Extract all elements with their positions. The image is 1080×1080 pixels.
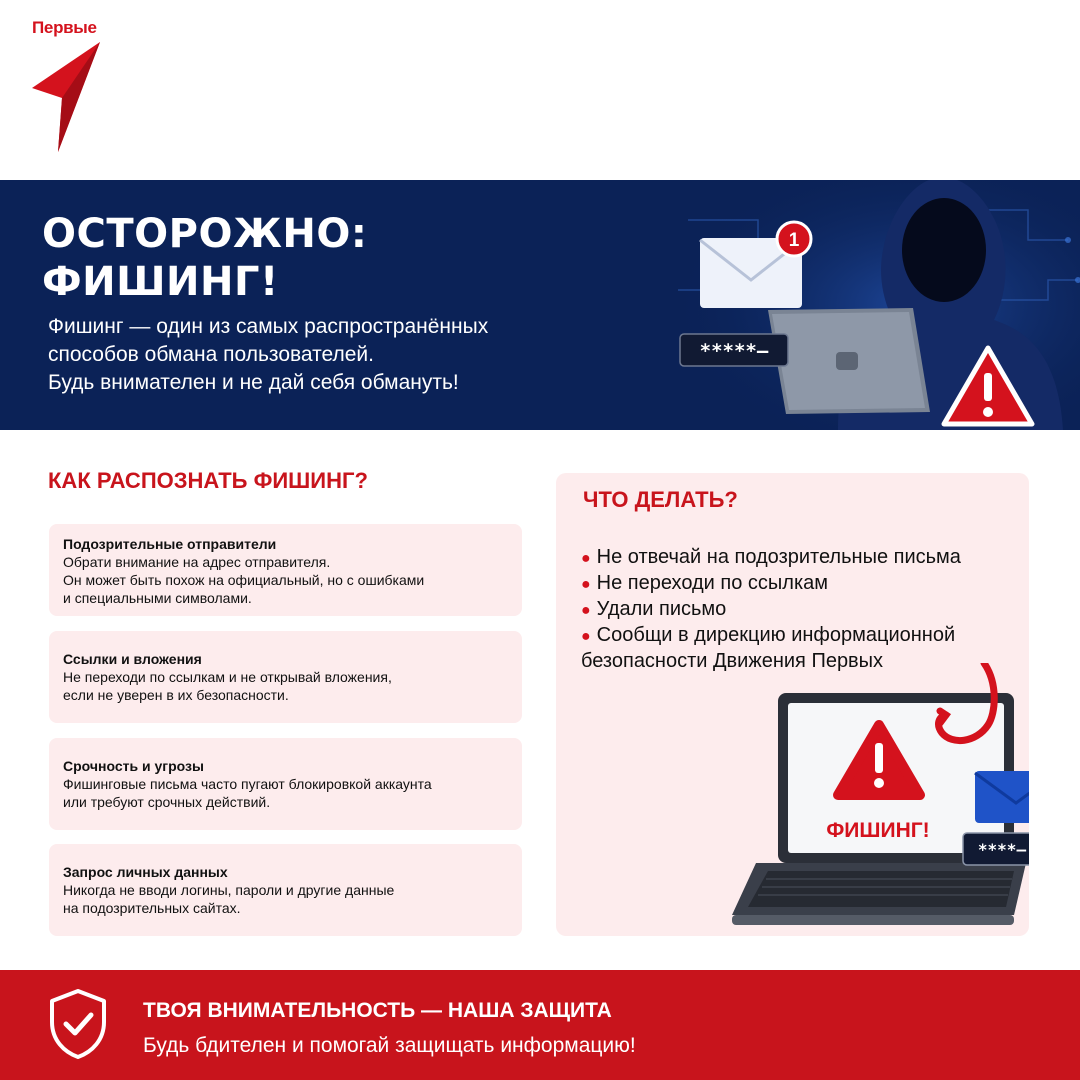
sign-title: Подозрительные отправители xyxy=(63,536,277,552)
sign-text: на подозрительных сайтах. xyxy=(63,900,241,916)
hero-desc-line: Будь внимателен и не дай себя обмануть! xyxy=(48,371,459,394)
hero-desc-line: способов обмана пользователей. xyxy=(48,343,374,366)
hero-desc-line: Фишинг — один из самых распространённых xyxy=(48,315,489,338)
sign-text: и специальными символами. xyxy=(63,590,252,606)
password-field xyxy=(963,833,1029,865)
todo-item-text: Не переходи по ссылкам xyxy=(596,572,829,594)
hero-banner xyxy=(0,180,1080,430)
hero-title-line: ФИШИНГ! xyxy=(42,259,279,305)
todo-item xyxy=(581,545,961,571)
sign-card xyxy=(49,524,522,616)
password-field xyxy=(680,334,788,366)
sign-text: Никогда не вводи логины, пароли и другие данные xyxy=(63,882,395,898)
recognize-title: КАК РАСПОЗНАТЬ ФИШИНГ? xyxy=(48,468,368,493)
logo-text: Первые xyxy=(32,18,97,37)
bullet-icon: ● xyxy=(581,576,591,593)
todo-item xyxy=(581,571,961,597)
todo-item-text: Удали письмо xyxy=(596,598,727,620)
sign-text: если не уверен в их безопасности. xyxy=(63,687,289,703)
hero-title-line: ОСТОРОЖНО: xyxy=(42,211,368,257)
phishing-laptop-illustration xyxy=(696,663,1029,936)
hero-title xyxy=(42,210,367,306)
sign-text: Фишинговые письма часто пугают блокировкой аккаунта xyxy=(63,776,432,792)
footer-subtitle: Будь бдителен и помогай защищать информацию! xyxy=(143,1034,636,1057)
sign-text: или требуют срочных действий. xyxy=(63,794,271,810)
hero-description xyxy=(48,313,488,397)
sign-title: Запрос личных данных xyxy=(63,864,228,880)
brand-logo xyxy=(28,16,108,156)
password-mask: ****– xyxy=(977,840,1027,859)
sign-title: Срочность и угрозы xyxy=(63,758,204,774)
bullet-icon: ● xyxy=(581,602,591,619)
todo-item-text: Не отвечай на подозрительные письма xyxy=(596,546,961,568)
shield-check-icon xyxy=(48,988,108,1060)
sign-card xyxy=(49,738,522,830)
password-mask: *****– xyxy=(699,340,769,362)
todo-list xyxy=(581,545,961,674)
sign-card xyxy=(49,631,522,723)
hero-illustration xyxy=(668,180,1080,430)
sign-card xyxy=(49,844,522,936)
sign-text: Он может быть похож на официальный, но с ошибками xyxy=(63,572,425,588)
logo-mark-icon xyxy=(28,40,104,160)
sign-title: Ссылки и вложения xyxy=(63,651,202,667)
bullet-icon: ● xyxy=(581,550,591,567)
footer-title: ТВОЯ ВНИМАТЕЛЬНОСТЬ — НАША ЗАЩИТА xyxy=(143,999,612,1022)
todo-title: ЧТО ДЕЛАТЬ? xyxy=(583,487,738,512)
todo-item xyxy=(581,597,961,623)
todo-item xyxy=(581,623,961,649)
notification-count: 1 xyxy=(788,230,800,251)
footer-banner xyxy=(0,970,1080,1080)
screen-label: ФИШИНГ! xyxy=(826,819,930,842)
todo-panel xyxy=(556,473,1029,936)
todo-item-text: Сообщи в дирекцию информационной xyxy=(596,624,956,646)
envelope-icon xyxy=(975,771,1029,823)
laptop-icon xyxy=(768,308,930,414)
sign-text: Обрати внимание на адрес отправителя. xyxy=(63,554,331,570)
sign-text: Не переходи по ссылкам и не открывай вложения, xyxy=(63,669,392,685)
todo-item-continuation: безопасности Движения Первых xyxy=(581,650,884,672)
bullet-icon: ● xyxy=(581,628,591,645)
